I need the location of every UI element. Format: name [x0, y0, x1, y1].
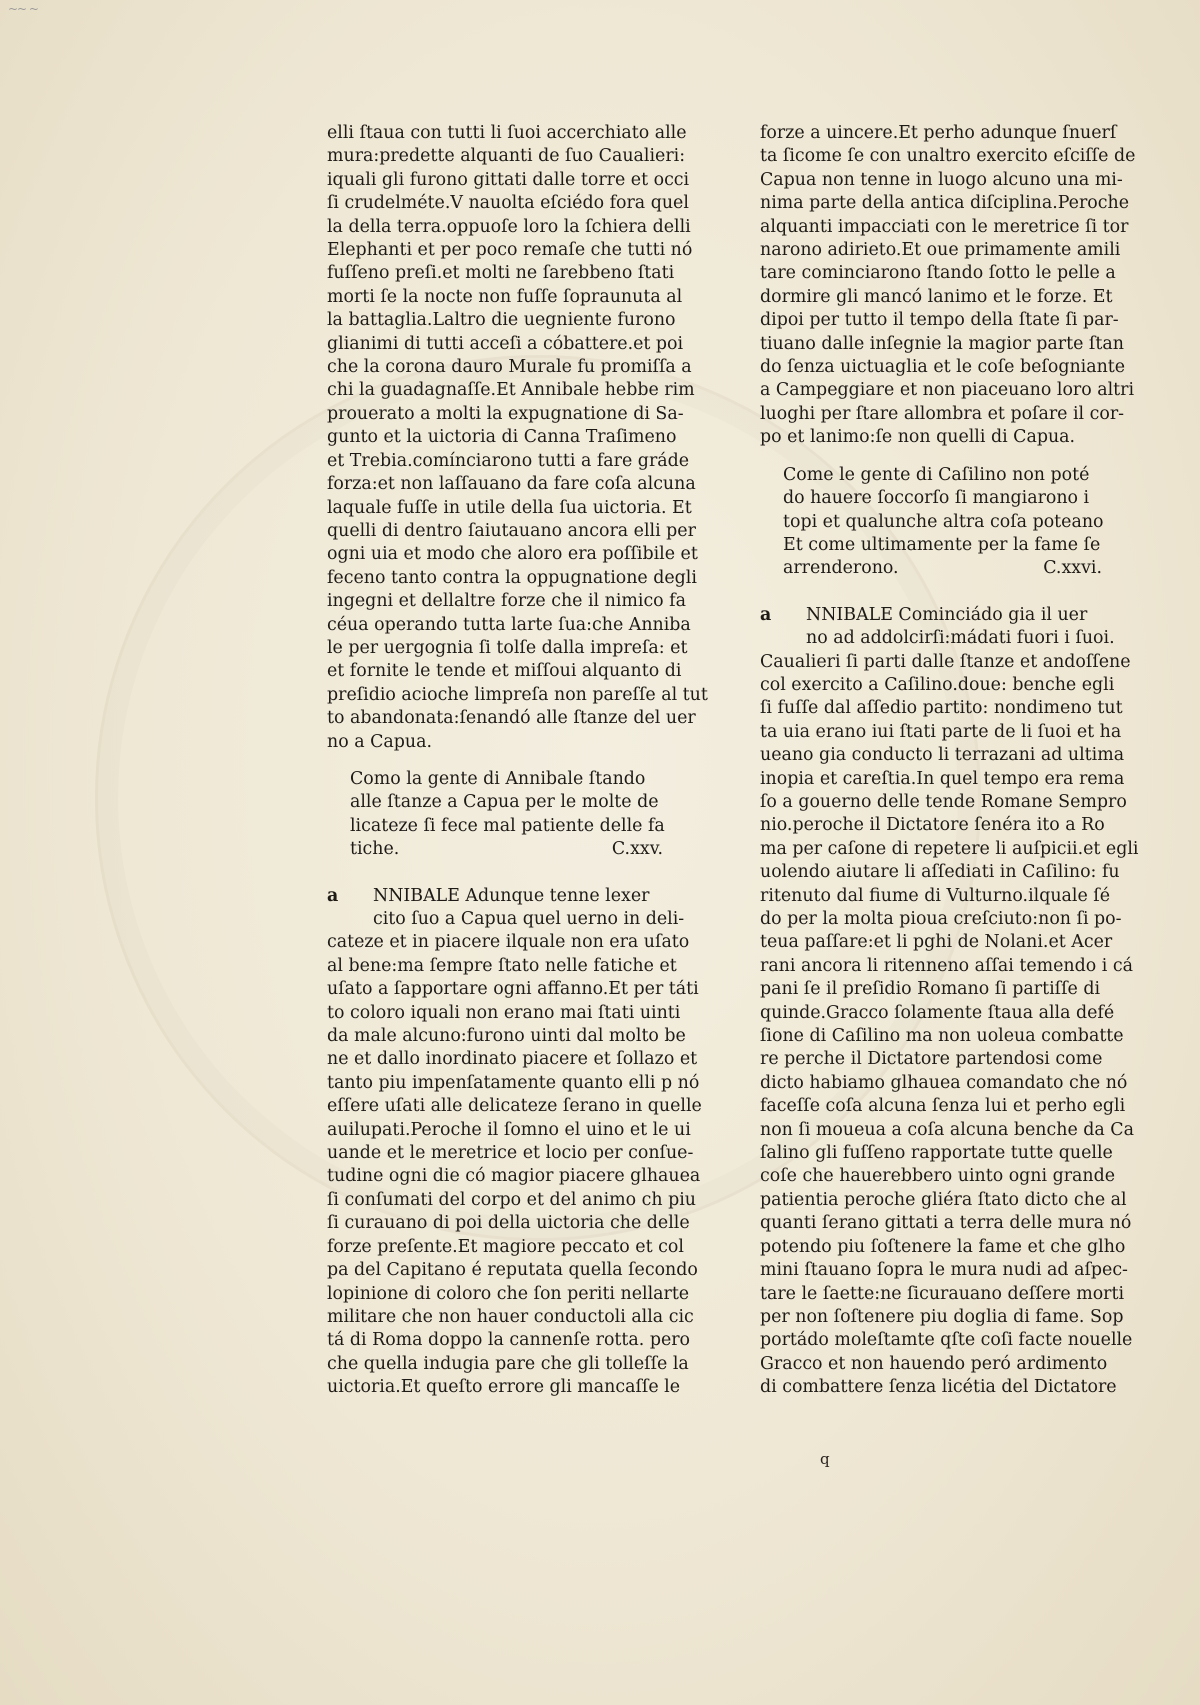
text-line: forze preſente.Et magiore peccato et col [327, 1236, 684, 1257]
chapter-numeral: C.xxvi. [1043, 558, 1102, 579]
text-line: uictoria.Et queſto errore gli mancaſſe le [327, 1377, 681, 1398]
text-line: Como la gente di Annibale ſtando [350, 768, 646, 789]
left-paragraph-2 [327, 931, 702, 1399]
text-line: uande et le meretrice et locio per conſue- [327, 1143, 694, 1164]
text-line: le per uergognia ſi tolſe dalla impreſa: et [327, 637, 688, 658]
text-line: cito ſuo a Capua quel uerno in deli- [373, 909, 685, 929]
section-first-line: NNIBALE Adunque tenne lexer [373, 885, 650, 906]
text-line: luoghi per ſtare allombra et poſare il cor- [760, 403, 1125, 424]
text-line: Come le gente di Caſilino non poté [783, 464, 1090, 485]
text-line: alquanti impacciati con le meretrice ſi tor [760, 216, 1129, 237]
text-line: fuſſeno preſi.et molti ne ſarebbeno ſtati [327, 263, 675, 284]
text-line: rani ancora li ritenneno aſſai temendo i cá [760, 955, 1133, 976]
text-line: to abandonata:ſenandó alle ſtanze del uer [327, 708, 696, 729]
text-line: uolendo aiutare li aſſediati in Caſilino: fu [760, 862, 1120, 883]
text-line: pani ſe il preſidio Romano ſi partiſſe di [760, 979, 1101, 1000]
text-line: po et lanimo:ſe non quelli di Capua. [760, 427, 1076, 448]
chapter-numeral: C.xxv. [611, 839, 663, 860]
text-line: morti ſe la nocte non fuſſe ſopraunuta al [327, 286, 683, 307]
text-line: chi la guadagnaſſe.Et Annibale hebbe rim [327, 380, 695, 401]
text-line: ta ſicome ſe con unaltro exercito eſciſſe de [760, 146, 1136, 167]
text-line: Caualieri ſi parti dalle ſtanze et andoſſene [760, 651, 1131, 672]
text-line: to coloro iquali non erano mai ſtati uinti [327, 1002, 681, 1023]
text-line: uſato a ſapportare ogni affanno.Et per táti [327, 979, 699, 1000]
text-line: la battaglia.Laltro die uegniente furono [327, 310, 676, 331]
text-line: potendo piu ſoſtenere la fame et che glho [760, 1236, 1126, 1257]
text-line: Gracco et non hauendo peró ardimento [760, 1353, 1108, 1374]
section-first-line: NNIBALE Cominciádo gia il uer [806, 604, 1088, 625]
text-line: céua operando tutta larte ſua:che Anniba [327, 614, 691, 635]
text-line: ſi conſumati del corpo et del animo ch piu [327, 1189, 696, 1210]
text-line: tanto piu impenſatamente quanto elli p nó [327, 1072, 700, 1093]
text-line: ogni uia et modo che aloro era poſſibile et [327, 544, 698, 565]
text-line: dormire gli mancó lanimo et le forze. Et [760, 286, 1113, 307]
text-line: elli ſtaua con tutti li ſuoi accerchiato alle [327, 123, 687, 143]
text-line: a Campeggiare et non piaceuano loro altri [760, 380, 1135, 401]
text-line: quelli di dentro ſaiutauano ancora elli per [327, 520, 696, 541]
right-indented-lines [760, 627, 1115, 650]
text-line: ueano gia conducto li terrazani ad ultima [760, 745, 1125, 766]
text-line: ta uia erano iui ſtati parte de li ſuoi et ha [760, 721, 1122, 742]
text-line: Elephanti et per poco remaſe che tutti nó [327, 240, 693, 261]
left-indented-lines [327, 908, 685, 931]
text-line: da male alcuno:furono uinti dal molto be [327, 1026, 686, 1047]
text-line: auilupati.Peroche il ſomno el uino et le ui [327, 1119, 691, 1140]
left-paragraph-1 [327, 122, 708, 754]
text-line: mura:predette alquanti de ſuo Caualieri: [327, 146, 686, 167]
text-line: lopinione di coloro che ſon periti nellarte [327, 1283, 690, 1304]
text-line: licateze ſi fece mal patiente delle fa [350, 815, 665, 836]
text-line: militare che non hauer conductoli alla cic [327, 1306, 694, 1327]
text-line: coſe che hauerebbero uinto ogni grande [760, 1166, 1116, 1187]
text-line: eſſere uſati alle delicateze ſerano in quelle [327, 1096, 702, 1117]
text-line: che quella indugia pare che gli tolleſſe la [327, 1353, 689, 1374]
text-line: iquali gli furono gittati dalle torre et occi [327, 169, 690, 190]
text-line: re perche il Dictatore partendosi come [760, 1049, 1103, 1070]
text-line: portádo moleſtamte qſte coſi facte nouelle [760, 1330, 1133, 1351]
text-line: ma per caſone di repetere li auſpicii.et egli [760, 838, 1139, 859]
text-line: tare cominciarono ſtando ſotto le pelle a [760, 263, 1116, 284]
text-line: non ſi moueua a coſa alcuna benche da Ca [760, 1119, 1134, 1140]
text-line: dipoi per tutto il tempo della ſtate ſi par- [760, 310, 1119, 331]
text-line: quanti ſerano gittati a terra delle mura nó [760, 1213, 1132, 1234]
text-line: la della terra.oppuoſe loro la ſchiera delli [327, 216, 691, 237]
right-paragraph-2 [760, 651, 1139, 1400]
text-line: pa del Capitano é reputata quella ſecondo [327, 1260, 698, 1281]
signature-mark: q [820, 1450, 830, 1468]
right-heading-last-line [783, 557, 1102, 580]
text-line: tá di Roma doppo la cannenſe rotta. pero [327, 1330, 691, 1351]
right-paragraph-1 [760, 122, 1136, 450]
heading-text: arrenderono. [783, 558, 899, 579]
text-line: laquale fuſſe in utile della ſua uictoria. Et [327, 497, 692, 518]
text-line: per non ſoſtenere piu doglia di fame. Sop [760, 1306, 1124, 1327]
initial-letter: a [760, 604, 772, 625]
text-line: et Trebia.comínciarono tutti a fare gráde [327, 450, 690, 471]
initial-letter: a [327, 885, 339, 906]
text-line: no a Capua. [327, 731, 432, 752]
text-line: no ad addolcirſi:mádati fuori i ſuoi. [806, 628, 1115, 649]
text-line: gunto et la uictoria di Canna Traſimeno [327, 427, 677, 448]
text-line: ritenuto dal fiume di Vulturno.ilquale ſé [760, 885, 1111, 906]
right-chapter-heading [760, 464, 1102, 581]
text-line: narono adirieto.Et oue primamente amili [760, 240, 1121, 261]
text-line: dicto habiamo glhauea comandato che nó [760, 1072, 1128, 1093]
left-section-start [327, 885, 663, 908]
text-line: forza:et non laſſauano da fare coſa alcuna [327, 474, 696, 495]
text-line: teua paſſare:et li pghi de Nolani.et Acer [760, 932, 1113, 953]
text-line: quinde.Gracco ſolamente ſtaua alla defé [760, 1002, 1115, 1023]
text-line: tare le ſaette:ne ſicurauano deſſere morti [760, 1283, 1125, 1304]
text-line: che la corona dauro Murale fu promiſſa a [327, 357, 692, 378]
text-line: ſi curauano di poi della uictoria che delle [327, 1213, 690, 1234]
right-section-start [760, 604, 1102, 627]
heading-text: tiche. [350, 839, 400, 860]
text-line: al bene:ma ſempre ſtato nelle fatiche et [327, 955, 677, 976]
left-chapter-heading [327, 768, 663, 862]
text-line: alle ſtanze a Capua per le molte de [350, 792, 659, 813]
text-line: faceſſe coſa alcuna ſenza lui et perho egli [760, 1096, 1126, 1117]
text-line: patientia peroche gliéra ſtato dicto che al [760, 1189, 1127, 1210]
text-line: cateze et in piacere ilquale non era uſato [327, 932, 690, 953]
text-line: inopia et careſtia.In quel tempo era rema [760, 768, 1125, 789]
text-line: ſi fuſſe dal aſſedio partito: nondimeno tut [760, 698, 1123, 719]
text-line: nima parte della antica diſciplina.Peroche [760, 193, 1129, 214]
corner-mark: ~~ ~ [8, 2, 38, 16]
text-line: topi et qualunche altra coſa poteano [783, 511, 1104, 532]
left-column [327, 122, 708, 1400]
text-line: ne et dallo inordinato piacere et ſollazo et [327, 1049, 698, 1070]
text-line: ſalino gli fuſſeno rapportate tutte quelle [760, 1143, 1113, 1164]
text-line: do hauere ſoccorſo ſi mangiarono i [783, 488, 1090, 509]
text-line: Capua non tenne in luogo alcuno una mi- [760, 169, 1123, 190]
text-line: tiuano dalle inſegnie la magior parte ſtan [760, 333, 1124, 354]
text-line: forze a uincere.Et perho adunque ſnuerſ [760, 123, 1117, 143]
right-column [760, 122, 1139, 1400]
text-line: ſione di Caſilino ma non uoleua combatte [760, 1026, 1124, 1047]
text-line: Et come ultimamente per la fame ſe [783, 534, 1101, 555]
text-line: mini ſtauano ſopra le mura nudi ad aſpec- [760, 1260, 1128, 1281]
text-line: prouerato a molti la expugnatione di Sa- [327, 403, 684, 424]
text-line: tudine ogni die có magior piacere glhauea [327, 1166, 701, 1187]
text-line: do per la molta pioua creſciuto:non ſi po- [760, 909, 1122, 929]
text-line: feceno tanto contra la oppugnatione degli [327, 567, 697, 588]
text-line: do ſenza uictuaglia et le coſe beſogniante [760, 357, 1126, 378]
text-line: ſo a gouerno delle tende Romane Sempro [760, 791, 1127, 812]
text-line: nio.peroche il Dictatore ſenéra ito a Ro [760, 815, 1105, 836]
text-line: glianimi di tutti acceſi a cóbattere.et poi [327, 333, 684, 354]
text-line: ſi crudelméte.V nauolta eſciédo fora quel [327, 193, 689, 214]
text-line: et fornite le tende et miſſoui alquanto di [327, 661, 682, 682]
left-heading-last-line [350, 838, 663, 861]
text-line: col exercito a Caſilino.doue: benche egli [760, 674, 1115, 695]
text-line: di combattere ſenza licétia del Dictatore [760, 1377, 1117, 1398]
text-line: ingegni et dellaltre forze che il nimico fa [327, 591, 686, 612]
text-line: preſidio acioche limpreſa non pareſſe al tut [327, 684, 708, 705]
